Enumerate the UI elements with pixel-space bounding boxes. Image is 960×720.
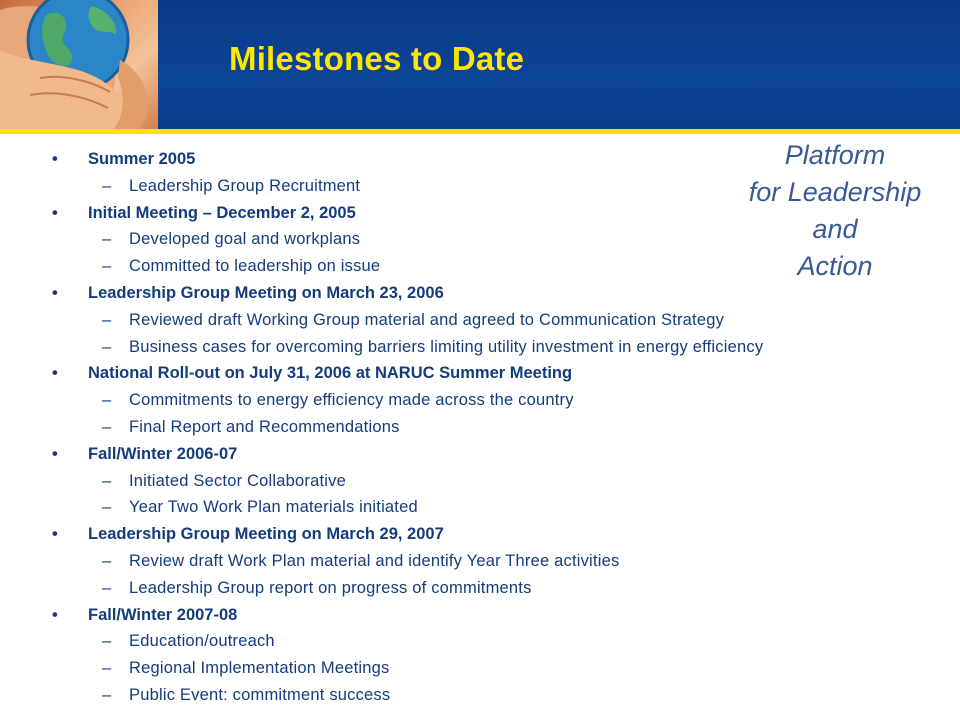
milestone-heading: Leadership Group Meeting on March 23, 2006 — [88, 283, 444, 302]
milestone-subitem — [0, 682, 960, 709]
milestone-detail: Final Report and Recommendations — [129, 417, 400, 436]
milestone-heading: Fall/Winter 2006-07 — [88, 444, 238, 463]
milestone-subitem — [0, 468, 960, 495]
milestone-detail: Committed to leadership on issue — [129, 257, 381, 276]
dash-marker: – — [102, 337, 112, 356]
milestone-heading: National Roll-out on July 31, 2006 at NARUC Summer Meeting — [88, 364, 573, 383]
bullet-marker: • — [52, 283, 58, 302]
milestone-subitem — [0, 548, 960, 575]
milestone-item — [0, 360, 960, 387]
milestone-item — [0, 602, 960, 629]
milestone-detail: Developed goal and workplans — [129, 230, 361, 249]
milestone-detail: Review draft Work Plan material and identify Year Three activities — [129, 551, 620, 570]
hands-holding-globe-photo — [0, 0, 158, 131]
dash-marker: – — [102, 659, 112, 678]
milestone-detail: Education/outreach — [129, 632, 275, 651]
milestone-item — [0, 521, 960, 548]
milestone-heading: Leadership Group Meeting on March 29, 2007 — [88, 525, 444, 544]
milestone-detail: Public Event: commitment success — [129, 685, 391, 704]
milestone-subitem — [0, 575, 960, 602]
dash-marker: – — [102, 257, 112, 276]
milestone-detail: Commitments to energy efficiency made across the country — [129, 391, 574, 410]
milestone-subitem — [0, 494, 960, 521]
bullet-marker: • — [52, 525, 58, 544]
dash-marker: – — [102, 685, 112, 704]
milestone-item — [0, 441, 960, 468]
dash-marker: – — [102, 176, 112, 195]
milestone-heading: Fall/Winter 2007-08 — [88, 605, 238, 624]
milestone-subitem — [0, 655, 960, 682]
milestone-detail: Reviewed draft Working Group material and agreed to Communication Strategy — [129, 310, 725, 329]
bullet-marker: • — [52, 605, 58, 624]
bullet-marker: • — [52, 150, 58, 168]
milestone-detail: Initiated Sector Collaborative — [129, 471, 346, 490]
dash-marker: – — [102, 230, 112, 249]
tagline-line: and — [812, 214, 858, 244]
tagline-line: for Leadership — [748, 177, 922, 207]
dash-marker: – — [102, 498, 112, 517]
dash-marker: – — [102, 551, 112, 570]
milestone-subitem — [0, 307, 960, 334]
milestone-subitem — [0, 173, 960, 200]
bullet-marker: • — [52, 444, 58, 463]
milestone-detail: Year Two Work Plan materials initiated — [129, 498, 418, 517]
dash-marker: – — [102, 417, 112, 436]
milestone-detail: Leadership Group report on progress of commitments — [129, 578, 532, 597]
milestone-subitem — [0, 334, 960, 361]
globe-hands-graphic — [0, 0, 158, 131]
dash-marker: – — [102, 471, 112, 490]
milestone-detail: Regional Implementation Meetings — [129, 659, 390, 678]
tagline-line: Platform — [784, 140, 886, 170]
bullet-marker: • — [52, 203, 58, 222]
slide-title: Milestones to Date — [229, 40, 525, 77]
dash-marker: – — [102, 632, 112, 651]
milestone-list — [0, 146, 960, 709]
milestone-heading: Initial Meeting – December 2, 2005 — [88, 203, 356, 222]
milestone-subitem — [0, 226, 960, 253]
milestone-detail: Leadership Group Recruitment — [129, 176, 361, 195]
milestone-subitem — [0, 387, 960, 414]
milestone-item — [0, 146, 960, 173]
milestone-heading: Summer 2005 — [88, 150, 196, 168]
milestone-item — [0, 280, 960, 307]
dash-marker: – — [102, 578, 112, 597]
dash-marker: – — [102, 391, 112, 410]
dash-marker: – — [102, 310, 112, 329]
tagline-line: Action — [797, 251, 873, 281]
milestone-detail: Business cases for overcoming barriers limiting utility investment in energy efficiency — [129, 337, 764, 356]
milestone-subitem — [0, 628, 960, 655]
header-divider — [0, 129, 960, 134]
milestone-item — [0, 200, 960, 227]
milestone-subitem — [0, 253, 960, 280]
bullet-marker: • — [52, 364, 58, 383]
milestone-subitem — [0, 414, 960, 441]
